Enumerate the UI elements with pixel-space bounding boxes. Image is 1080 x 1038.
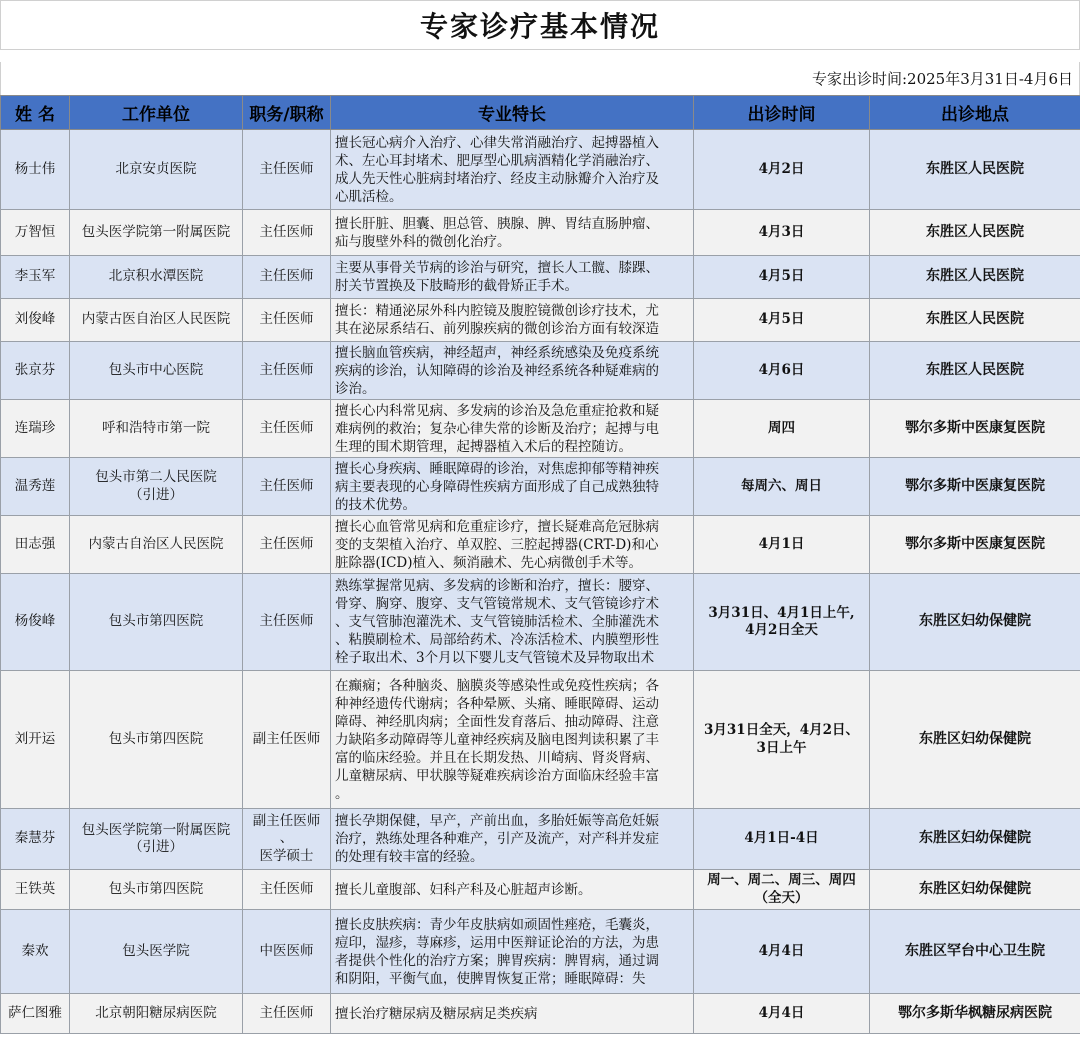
table-row <box>1 299 1080 342</box>
table-row <box>1 994 1080 1034</box>
expert-name: 温秀莲 <box>1 458 70 516</box>
table-row <box>1 130 1080 210</box>
job-title: 主任医师 <box>243 458 331 516</box>
visit-time: 4月1日-4日 <box>694 809 870 870</box>
visit-time: 4月4日 <box>694 910 870 994</box>
visit-time: 4月6日 <box>694 342 870 400</box>
header-visit-place: 出诊地点 <box>870 96 1080 130</box>
work-unit: 北京朝阳糖尿病医院 <box>70 994 243 1034</box>
specialty: 擅长心内科常见病、多发病的诊治及急危重症抢救和疑 难病例的救治；复杂心律失常的诊断及治疗；起搏与电 生理的围术期管理，起搏器植入术后的程控随访。 <box>331 400 694 458</box>
visit-place: 鄂尔多斯华枫糖尿病医院 <box>870 994 1080 1034</box>
expert-name: 杨俊峰 <box>1 574 70 671</box>
visit-time: 4月2日 <box>694 130 870 210</box>
visit-time: 3月31日、4月1日上午, 4月2日全天 <box>694 574 870 671</box>
table-row <box>1 516 1080 574</box>
job-title: 主任医师 <box>243 994 331 1034</box>
work-unit: 包头医学院第一附属医院 （引进） <box>70 809 243 870</box>
job-title: 主任医师 <box>243 342 331 400</box>
table-row <box>1 342 1080 400</box>
job-title: 中医医师 <box>243 910 331 994</box>
header-specialty: 专业特长 <box>331 96 694 130</box>
header-unit: 工作单位 <box>70 96 243 130</box>
expert-name: 刘开运 <box>1 671 70 809</box>
work-unit: 北京安贞医院 <box>70 130 243 210</box>
specialty: 擅长：精通泌尿外科内腔镜及腹腔镜微创诊疗技术，尤 其在泌尿系结石、前列腺疾病的微创诊治方面有较深造 <box>331 299 694 342</box>
table-row <box>1 671 1080 809</box>
work-unit: 包头市第四医院 <box>70 574 243 671</box>
work-unit: 包头市第四医院 <box>70 870 243 910</box>
specialty: 擅长肝脏、胆囊、胆总管、胰腺、脾、胃结直肠肿瘤、 疝与腹壁外科的微创化治疗。 <box>331 210 694 256</box>
visit-place: 东胜区人民医院 <box>870 342 1080 400</box>
table-row <box>1 870 1080 910</box>
expert-name: 刘俊峰 <box>1 299 70 342</box>
expert-name: 李玉军 <box>1 256 70 299</box>
visit-time: 3月31日全天，4月2日、 3日上午 <box>694 671 870 809</box>
specialty: 擅长心血管常见病和危重症诊疗，擅长疑难高危冠脉病 变的支架植入治疗、单双腔、三腔起搏器(CRT-D)和心 脏除器(ICD)植入、频消融术、先心病微创手术等。 <box>331 516 694 574</box>
job-title: 主任医师 <box>243 299 331 342</box>
visit-place: 东胜区妇幼保健院 <box>870 574 1080 671</box>
specialty: 擅长皮肤疾病：青少年皮肤病如顽固性痤疮，毛囊炎， 痘印，湿疹，荨麻疹，运用中医辩证论治的方法，为患 者提供个性化的治疗方案；脾胃疾病：脾胃病，通过调 和阴阳，平衡气血，使脾胃恢复正常；睡眠障碍：失 <box>331 910 694 994</box>
visit-place: 东胜区人民医院 <box>870 210 1080 256</box>
specialty: 擅长心身疾病、睡眠障碍的诊治，对焦虑抑郁等精神疾 病主要表现的心身障碍性疾病方面形成了自己成熟独特 的技术优势。 <box>331 458 694 516</box>
specialty: 擅长治疗糖尿病及糖尿病足类疾病 <box>331 994 694 1034</box>
visit-place: 鄂尔多斯中医康复医院 <box>870 400 1080 458</box>
table-row <box>1 458 1080 516</box>
job-title: 主任医师 <box>243 400 331 458</box>
specialty: 擅长冠心病介入治疗、心律失常消融治疗、起搏器植入 术、左心耳封堵术、肥厚型心肌病酒精化学消融治疗、 成人先天性心脏病封堵治疗、经皮主动脉瓣介入治疗及 心肌活检。 <box>331 130 694 210</box>
table-row <box>1 910 1080 994</box>
work-unit: 内蒙古医自治区人民医院 <box>70 299 243 342</box>
job-title: 副主任医师 <box>243 671 331 809</box>
page-title: 专家诊疗基本情况 <box>0 0 1080 50</box>
header-visit-time: 出诊时间 <box>694 96 870 130</box>
table-row <box>1 574 1080 671</box>
visit-time: 4月4日 <box>694 994 870 1034</box>
expert-name: 张京芬 <box>1 342 70 400</box>
header-title: 职务/职称 <box>243 96 331 130</box>
visit-time: 4月5日 <box>694 256 870 299</box>
visit-place: 东胜区人民医院 <box>870 299 1080 342</box>
work-unit: 包头医学院 <box>70 910 243 994</box>
specialty: 擅长孕期保健，早产，产前出血，多胎妊娠等高危妊娠 治疗，熟练处理各种难产，引产及流产，对产科并发症 的处理有较丰富的经验。 <box>331 809 694 870</box>
expert-name: 王铁英 <box>1 870 70 910</box>
visit-place: 东胜区人民医院 <box>870 256 1080 299</box>
visit-time: 4月3日 <box>694 210 870 256</box>
table-row <box>1 210 1080 256</box>
specialty: 主要从事骨关节病的诊治与研究，擅长人工髋、膝踝、 肘关节置换及下肢畸形的截骨矫正手术。 <box>331 256 694 299</box>
expert-name: 萨仁图雅 <box>1 994 70 1034</box>
job-title: 副主任医师 、 医学硕士 <box>243 809 331 870</box>
table-row <box>1 400 1080 458</box>
table-row <box>1 256 1080 299</box>
expert-name: 秦慧芬 <box>1 809 70 870</box>
visit-period: 专家出诊时间:2025年3月31日-4月6日 <box>0 62 1080 95</box>
work-unit: 北京积水潭医院 <box>70 256 243 299</box>
job-title: 主任医师 <box>243 870 331 910</box>
expert-name: 秦欢 <box>1 910 70 994</box>
expert-name: 田志强 <box>1 516 70 574</box>
job-title: 主任医师 <box>243 210 331 256</box>
table-row <box>1 809 1080 870</box>
visit-place: 东胜区妇幼保健院 <box>870 809 1080 870</box>
visit-time: 每周六、周日 <box>694 458 870 516</box>
header-name: 姓 名 <box>1 96 70 130</box>
work-unit: 包头市第四医院 <box>70 671 243 809</box>
visit-place: 东胜区罕台中心卫生院 <box>870 910 1080 994</box>
work-unit: 呼和浩特市第一院 <box>70 400 243 458</box>
visit-place: 鄂尔多斯中医康复医院 <box>870 516 1080 574</box>
visit-place: 鄂尔多斯中医康复医院 <box>870 458 1080 516</box>
job-title: 主任医师 <box>243 256 331 299</box>
expert-name: 万智恒 <box>1 210 70 256</box>
specialty: 擅长儿童腹部、妇科产科及心脏超声诊断。 <box>331 870 694 910</box>
job-title: 主任医师 <box>243 130 331 210</box>
expert-table <box>0 95 1080 1034</box>
visit-time: 周四 <box>694 400 870 458</box>
visit-time: 周一、周二、周三、周四 （全天） <box>694 870 870 910</box>
job-title: 主任医师 <box>243 574 331 671</box>
work-unit: 包头医学院第一附属医院 <box>70 210 243 256</box>
job-title: 主任医师 <box>243 516 331 574</box>
table-header-row <box>1 96 1080 130</box>
spacer <box>0 50 1080 62</box>
specialty: 熟练掌握常见病、多发病的诊断和治疗，擅长：腰穿、 骨穿、胸穿、腹穿、支气管镜常规术、支气管镜诊疗术 、支气管肺泡灌洗术、支气管镜肺活检术、全肺灌洗术 、粘膜刷检术、局部给药术、冷冻活检术、内膜塑形性 栓子取出术、3个月以下婴儿支气管镜术及异物取出术 <box>331 574 694 671</box>
specialty: 在癫痫；各种脑炎、脑膜炎等感染性或免疫性疾病；各 种神经遗传代谢病；各种晕厥、头痛、睡眠障碍、运动 障碍、神经肌肉病；全面性发育落后、抽动障碍、注意 力缺陷多动障碍等儿童神经疾病及脑电图判读积累了丰 富的临床经验。并且在长期发热、川崎病、肾炎肾病、 儿童糖尿病、甲状腺等疑难疾病诊治方面临床经验丰富 。 <box>331 671 694 809</box>
visit-place: 东胜区妇幼保健院 <box>870 671 1080 809</box>
expert-name: 连瑞珍 <box>1 400 70 458</box>
specialty: 擅长脑血管疾病，神经超声，神经系统感染及免疫系统 疾病的诊治，认知障碍的诊治及神经系统各种疑难病的 诊治。 <box>331 342 694 400</box>
work-unit: 包头市中心医院 <box>70 342 243 400</box>
visit-place: 东胜区妇幼保健院 <box>870 870 1080 910</box>
expert-name: 杨士伟 <box>1 130 70 210</box>
visit-place: 东胜区人民医院 <box>870 130 1080 210</box>
work-unit: 包头市第二人民医院 （引进） <box>70 458 243 516</box>
visit-time: 4月1日 <box>694 516 870 574</box>
visit-time: 4月5日 <box>694 299 870 342</box>
work-unit: 内蒙古自治区人民医院 <box>70 516 243 574</box>
